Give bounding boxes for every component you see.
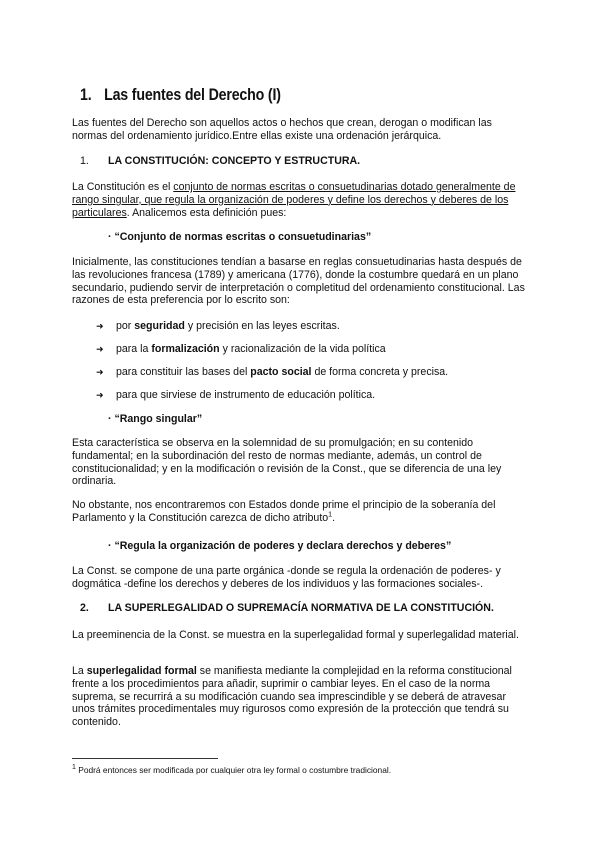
- page-title: [80, 86, 281, 105]
- definition-paragraph: [72, 181, 530, 219]
- list-item: ➜ para que sirviese de instrumento de educación política.: [96, 389, 376, 401]
- preeminencia-paragraph: La preeminencia de la Const. se muestra en la superlegalidad formal y superlegalidad material.: [72, 629, 519, 641]
- arrow-icon: ➜: [96, 367, 104, 377]
- footnote: [72, 765, 391, 775]
- definition-prefix: La Constitución es el: [72, 181, 174, 193]
- section-1-heading: [80, 155, 360, 167]
- section-2-title: LA SUPERLEGALIDAD O SUPREMACÍA NORMATIVA DE LA CONSTITUCIÓN.: [108, 602, 494, 614]
- list-item: ➜ para constituir las bases del pacto social de forma concreta y precisa.: [96, 366, 449, 378]
- arrow-icon: ➜: [96, 390, 104, 400]
- subheading-normas: · “Conjunto de normas escritas o consuetudinarias”: [108, 231, 372, 243]
- section-2-heading: [80, 602, 494, 614]
- normas-paragraph: Inicialmente, las constituciones tendían a basarse en reglas consuetudinarias hasta después de las revoluciones francesa (1789) y americana (1776), donde la costumbre quedará en un plano secundario, pudiendo servir de interpretación o completitud del ordenamiento constitucional. Las razones de esta preferencia por lo escrito son:: [72, 256, 525, 307]
- list-item: ➜ por seguridad y precisión en las leyes escritas.: [96, 320, 340, 332]
- organizacion-paragraph: La Const. se compone de una parte orgánica -donde se regula la ordenación de poderes- y dogmática -define los derechos y deberes de los individuos y las formaciones sociales-.: [72, 565, 501, 590]
- subheading-rango: · “Rango singular”: [108, 413, 203, 425]
- section-1-number: 1.: [80, 155, 89, 167]
- subheading-organizacion: · “Regula la organización de poderes y declara derechos y deberes”: [108, 540, 452, 552]
- intro-paragraph: Las fuentes del Derecho son aquellos actos o hechos que crean, derogan o modifican las normas del ordenamiento jurídico.Entre ellas existe una ordenación jerárquica.: [72, 117, 492, 142]
- arrow-icon: ➜: [96, 344, 104, 354]
- section-2-number: 2.: [80, 602, 89, 614]
- footnote-divider: [72, 758, 218, 759]
- definition-underlined: conjunto de normas escritas o consuetudinarias dotado generalmente de rango singular, que regula la organización de poderes y define los derechos y deberes de los particulares: [72, 181, 516, 219]
- title-number: 1.: [80, 86, 92, 104]
- rango-paragraph: Esta característica se observa en la solemnidad de su promulgación; en su contenido fundamental; en la subordinación del resto de normas mediante, además, un control de constitucionalidad; y en la modificación o revisión de la Const., que se diferencia de una ley ordinaria.: [72, 437, 502, 488]
- footnote-reference[interactable]: 1: [328, 511, 333, 519]
- section-1-title: LA CONSTITUCIÓN: CONCEPTO Y ESTRUCTURA.: [108, 155, 361, 167]
- footnote-mark: 1: [72, 764, 76, 772]
- soberania-paragraph: No obstante, nos encontraremos con Estados donde prime el principio de la soberanía del Parlamento y la Constitución carezca de dicho atributo$^1$.: [72, 499, 496, 524]
- definition-suffix: . Analicemos esta definición pues:: [126, 206, 287, 219]
- footnote-text: Podrá entonces ser modificada por cualquier otra ley formal o costumbre tradicional.: [75, 765, 392, 775]
- superlegalidad-paragraph: La superlegalidad formal se manifiesta mediante la complejidad en la reforma constitucional frente a los procedimientos para añadir, suprimir o cambiar leyes. En el caso de la norma suprema, se recurrirá a su modificación cuando sea imprescindible y se deberá de atravesar unos trámites procedimentales muy rigurosos como expresión de la protección que tendrá su contenido.: [72, 665, 512, 729]
- list-item: ➜ para la formalización y racionalización de la vida política: [96, 343, 386, 355]
- title-text: Las fuentes del Derecho (I): [104, 86, 281, 104]
- arrow-icon: ➜: [96, 321, 104, 331]
